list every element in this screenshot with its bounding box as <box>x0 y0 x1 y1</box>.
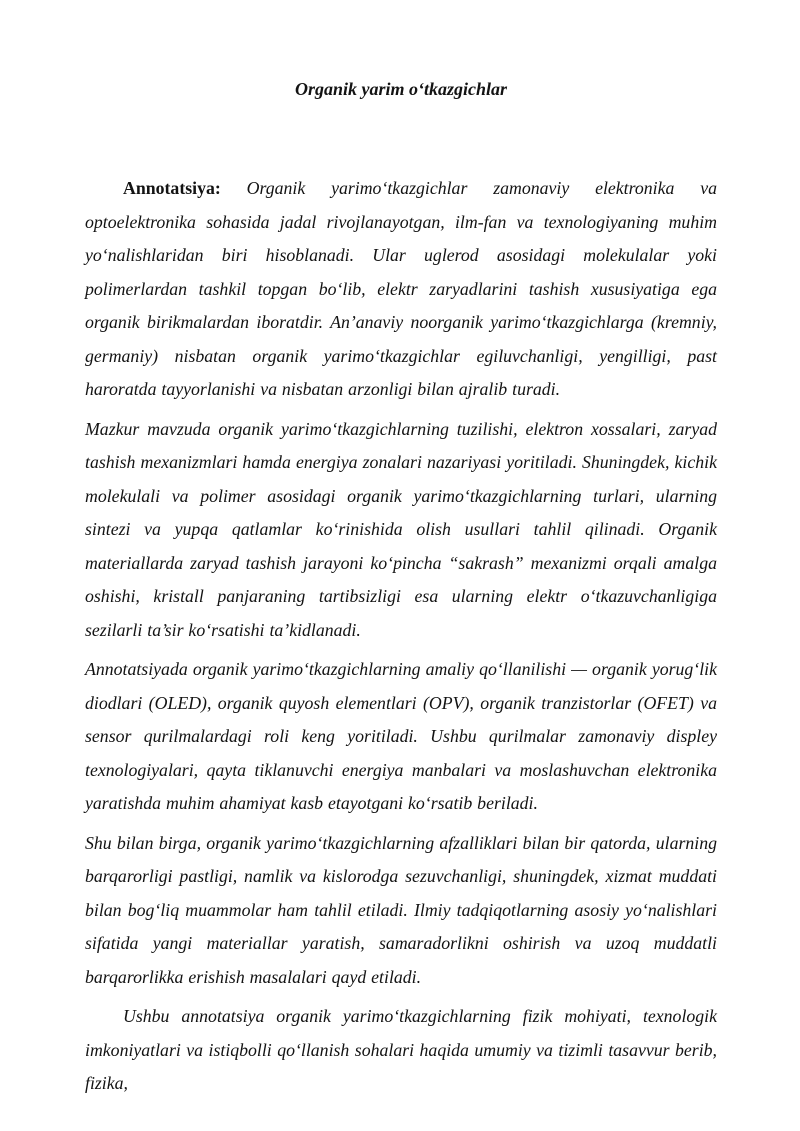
paragraph <box>85 172 717 407</box>
paragraph <box>85 827 717 995</box>
paragraph-lead: Annotatsiya: <box>123 178 247 198</box>
document-body <box>85 172 717 1101</box>
paragraph <box>85 1000 717 1101</box>
document-title: Organik yarim o‘tkazgichlar <box>294 79 508 99</box>
paragraph-text: Organik yarimo‘tkazgichlar zamonaviy elektronika va optoelektronika sohasida jadal rivojlanayotgan, ilm-fan va texnologiyaning muhim yo‘nalishlaridan biri hisoblanadi. Ular uglerod asosidagi molekulalar yoki polimerlardan tashkil topgan bo‘lib, elektr zaryadlarini tashish xususiyatiga ega organik birikmalardan iboratdir. An’anaviy noorganik yarimo‘tkazgichlarga (kremniy, germaniy) nisbatan organik yarimo‘tkazgichlar egiluvchanligi, yengilligi, past haroratda tayyorlanishi va nisbatan arzonligi bilan ajralib turadi. <box>85 178 717 399</box>
paragraph <box>85 653 717 821</box>
paragraph-text: Shu bilan birga, organik yarimo‘tkazgichlarning afzalliklari bilan bir qatorda, ularning barqarorligi pastligi, namlik va kislorodga sezuvchanligi, shuningdek, xizmat muddati bilan bog‘liq muammolar ham tahlil etiladi. Ilmiy tadqiqotlarning asosiy yo‘nalishlari sifatida yangi materiallar yaratish, samaradorlikni oshirish va uzoq muddatli barqarorlikka erishish masalalari qayd etiladi. <box>85 832 717 987</box>
paragraph <box>85 413 717 648</box>
paragraph-text: Ushbu annotatsiya organik yarimo‘tkazgichlarning fizik mohiyati, texnologik imkoniyatlari va istiqbolli qo‘llanish sohalari haqida umumiy va tizimli tasavvur berib, fizika, <box>85 1006 717 1093</box>
paragraph-text: Mazkur mavzuda organik yarimo‘tkazgichlarning tuzilishi, elektron xossalari, zaryad tashish mexanizmlari hamda energiya zonalari nazariyasi yoritiladi. Shuningdek, kichik molekulali va polimer asosidagi organik yarimo‘tkazgichlarning turlari, ularning sintezi va yupqa qatlamlar ko‘rinishida olish usullari tahlil qilinadi. Organik materiallarda zaryad tashish jarayoni ko‘pincha “sakrash” mexanizmi orqali amalga oshishi, kristall panjaraning tartibsizligi esa ularning elektr o‘tkazuvchanligiga sezilarli ta’sir ko‘rsatishi ta’kidlanadi. <box>85 418 717 640</box>
paragraph-text: Annotatsiyada organik yarimo‘tkazgichlarning amaliy qo‘llanilishi — organik yorug‘lik diodlari (OLED), organik quyosh elementlari (OPV), organik tranzistorlar (OFET) va sensor qurilmalardagi roli keng yoritiladi. Ushbu qurilmalar zamonaviy displey texnologiyalari, qayta tiklanuvchi energiya manbalari va moslashuvchan elektronika yaratishda muhim ahamiyat kasb etayotgani ko‘rsatib beriladi. <box>85 659 717 813</box>
